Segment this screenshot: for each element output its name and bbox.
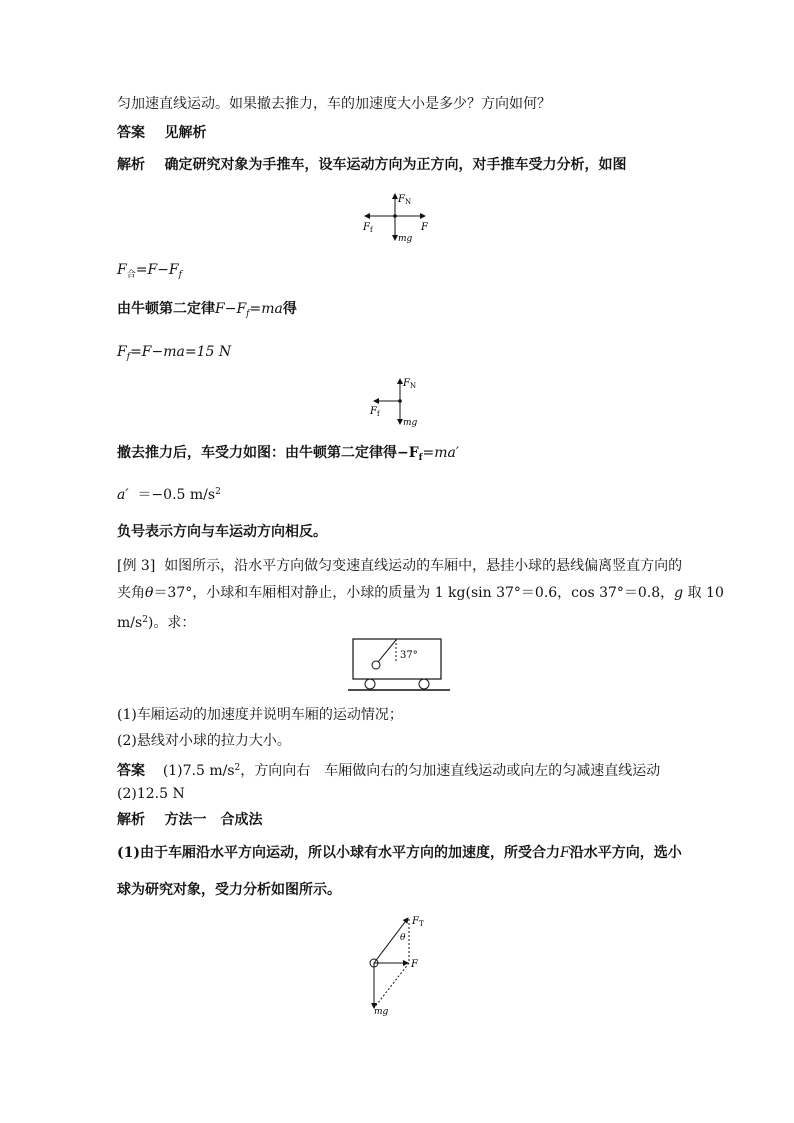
question-1: (1)车厢运动的加速度并说明车厢的运动情况；: [117, 707, 403, 723]
analysis-label: 解析: [117, 157, 145, 173]
removal-line: 撤去推力后，车受力如图：由牛顿第二定律得$-F_f=ma'$: [117, 445, 460, 463]
question-2: (2)悬线对小球的拉力大小。: [117, 733, 291, 749]
example3-line3: $m/s^2$)。求：: [117, 615, 196, 631]
theta-label: θ: [400, 933, 406, 943]
mg-label-2: mg: [403, 418, 418, 428]
f-label: F: [421, 222, 428, 233]
analysis-line-1: [117, 155, 627, 175]
answer-label-2: 答案: [117, 763, 145, 779]
center-dot: [393, 214, 397, 218]
force-diagram-2: [366, 374, 426, 430]
solution-line-1: (1)由于车厢沿水平方向运动，所以小球有水平方向的加速度，所受合力F沿水平方向，选小: [117, 845, 682, 861]
negative-sign-note: 负号表示方向与车运动方向相反。: [117, 524, 327, 540]
ft-label: $F_T$: [412, 916, 424, 928]
answer-line-2: 答案 (1)7.5 $m/s^2$，方向向右 车厢做向右的匀加速直线运动或向左的匀减速直线运动: [117, 763, 661, 779]
example3-line1: [例 3] 如图所示，沿水平方向做匀变速直线运动的车厢中，悬挂小球的悬线偏离竖直方向的: [117, 558, 683, 574]
example-tag: [例 3]: [117, 558, 156, 574]
friction-result: $F_f=F-ma=15$ N: [117, 344, 232, 362]
ff-label: $F_f$: [363, 222, 373, 234]
analysis-text: 确定研究对象为手推车，设车运动方向为正方向，对手推车受力分析，如图: [164, 157, 627, 173]
newton-law-line: 由牛顿第二定律$F-F_f=ma$得: [117, 301, 297, 319]
solution-line-2: 球为研究对象，受力分析如图所示。: [117, 882, 341, 898]
string-line: [378, 640, 396, 662]
wheel-left: [365, 679, 375, 689]
mg-label-4: mg: [374, 1007, 389, 1016]
wheel-right: [419, 679, 429, 689]
dashed-diagonal: [374, 963, 409, 1008]
answer-line-2b: (2)12.5 N: [117, 786, 185, 802]
carriage-diagram: [348, 636, 452, 696]
analysis-line-2: 解析 方法一 合成法: [117, 812, 263, 828]
continued-question-line: 匀加速直线运动。如果撤去推力，车的加速度大小是多少？方向如何？: [117, 96, 551, 112]
angle-label: 37°: [400, 650, 418, 661]
force-diagram-1: [355, 188, 445, 248]
ball: [372, 661, 380, 669]
fn-label: $F_N$: [398, 194, 412, 206]
carriage-box: [353, 639, 441, 679]
force-composition-diagram: [362, 912, 432, 1016]
center-dot-2: [398, 399, 402, 403]
answer-text: 见解析: [164, 125, 207, 141]
acceleration-result: a′ ＝−0.5 $m/s^2$: [117, 487, 221, 503]
ff-label-2: $F_f$: [370, 406, 380, 418]
answer-label: 答案: [117, 125, 145, 141]
example3-line2: 夹角θ＝37°，小球和车厢相对静止，小球的质量为 1 kg(sin 37°＝0.6，cos 37°＝0.8，g 取 10: [117, 585, 724, 601]
fn-label-2: $F_N$: [403, 378, 417, 390]
mg-label: mg: [398, 234, 413, 244]
f-label-4: F: [411, 959, 418, 970]
answer-line-1: [117, 123, 207, 143]
analysis-label-2: 解析: [117, 812, 145, 828]
equation-net-force: $F_合=F-F_f$: [117, 262, 182, 280]
